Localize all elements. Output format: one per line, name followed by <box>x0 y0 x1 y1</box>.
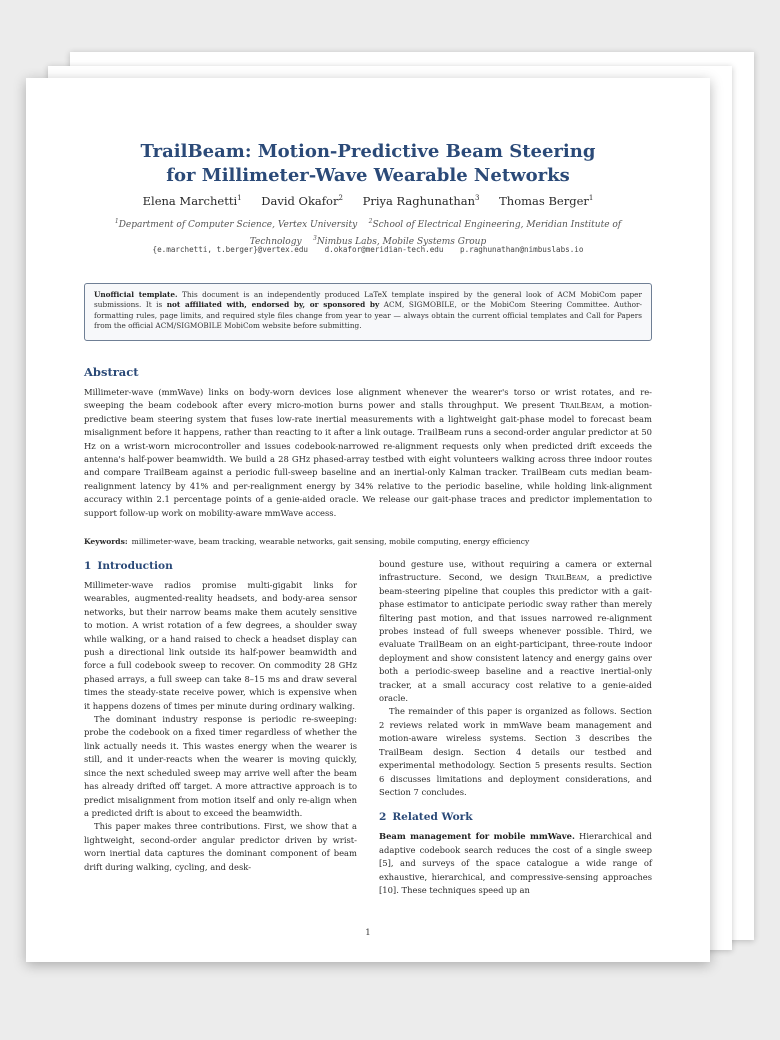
title-line: TrailBeam: Motion-Predictive Beam Steering <box>140 141 596 162</box>
keywords: Keywords: millimeter-wave, beam tracking, wearable networks, gait sensing, mobile computing, energy efficiency <box>84 537 530 546</box>
author: David Okafor$^2$ <box>261 194 343 208</box>
paragraph: Beam management for mobile mmWave. Hierarchical and adaptive codebook search reduces the cost of a single sweep [5], and surveys of the space catalogue a wide range of exhaustive, hierarchical, and compressive-sensing approaches [10]. These techniques speed up an <box>379 831 653 895</box>
system-name: TrailBeam <box>544 572 587 583</box>
author: Elena Marchetti$^1$ <box>142 194 242 208</box>
abstract-text: Millimeter-wave (mmWave) links on body-worn devices lose alignment whenever the wearer's torso or wrist rotates, and re-sweeping the beam codebook after every micro-motion burns power and stalls throughput. We present TrailBeam, a motion-predictive beam steering system that fuses low-rate inertial measurements with a lightweight gait-phase model to forecast beam misalignment before it happens, rather than reacting to it after a link outage. TrailBeam runs a second-order angular predictor at 50 Hz on a wrist-worn microcontroller and issues codebook-narrowed re-alignment requests only when predicted drift exceeds the antenna's half-power beamwidth. We build a 28 GHz phased-array testbed with eight volunteers walking across three indoor routes and compare TrailBeam against a periodic full-sweep baseline and an inertial-only Kalman tracker. TrailBeam cuts median beam-realignment latency by 41% and per-realignment energy by 34% relative to the periodic baseline, while holding link-alignment accuracy within 2.1 percentage points of a genie-aided oracle. We release our gait-phase traces and predictor implementation to support follow-up work on mobility-aware mmWave access. <box>84 387 652 518</box>
affiliation: School of Electrical Engineering, Meridian Institute of Technology <box>249 220 622 247</box>
left-column <box>84 558 357 874</box>
author-emails <box>84 245 652 254</box>
paper-title <box>84 140 652 188</box>
paragraph: Millimeter-wave radios promise multi-gigabit links for wearables, augmented-reality headsets, and body-area sensor networks, but their narrow beams make them acutely sensitive to motion. A wrist rotation of a few degrees, a shoulder sway while walking, or a hand raised to check a headset display can push a directional link outside its half-power beamwidth and force a full codebook sweep to recover. On commodity 28 GHz phased arrays, a full sweep can take 8–15 ms and draw several times the steady-state receive power, which is expensive when it happens dozens of times per minute during ordinary walking. <box>84 580 357 711</box>
author: Thomas Berger$^1$ <box>499 194 594 208</box>
system-name: TrailBeam <box>559 400 602 411</box>
title-line: for Millimeter-Wave Wearable Networks <box>166 165 570 186</box>
paper-page <box>26 78 710 962</box>
author-list <box>84 194 652 208</box>
affiliations: $^1$Department of Computer Science, Vertex University $^2$School of Electrical Engineering, Meridian Institute of Technology $^3$Nimbus Labs, Mobile Systems Group <box>114 218 622 247</box>
paragraph: bound gesture use, without requiring a camera or external infrastructure. Second, we design TrailBeam, a predictive beam-steering pipeline that couples this predictor with a gait-phase estimator to anticipate periodic sway rather than merely filtering past motion, and that issues narrowed re-alignment probes instead of full sweeps whenever possible. Third, we evaluate TrailBeam on an eight-participant, three-route indoor deployment and show consistent latency and energy gains over both a periodic-sweep baseline and a reactive inertial-only tracker, at a small accuracy cost relative to a genie-aided oracle. <box>379 559 652 704</box>
email: p.raghunathan@nimbuslabs.io <box>460 245 584 254</box>
paragraph: This paper makes three contributions. First, we show that a lightweight, second-order angular predictor driven by wrist-worn inertial data captures the dominant component of beam drift during walking, cycling, and desk- <box>84 821 357 872</box>
affiliation: Nimbus Labs, Mobile Systems Group <box>316 237 487 247</box>
affiliation: Department of Computer Science, Vertex University <box>118 220 358 230</box>
template-notice-box: Unofficial template. This document is an independently produced LaTeX template inspired by the general look of ACM MobiCom paper submissions. It is not affiliated with, endorsed by, or sponsored by ACM, SIGMOBILE, or the MobiCom Steering Committee. Author-formatting rules, page limits, and required style files change from year to year — always obtain the current official templates and Call for Papers from the official ACM/SIGMOBILE MobiCom website before submitting. <box>84 283 652 341</box>
paragraph: The dominant industry response is periodic re-sweeping: probe the codebook on a fixed timer regardless of whether the link actually needs it. This wastes energy when the wearer is still, and it under-reacts when the wearer is moving quickly, since the next scheduled sweep may arrive well after the beam has already drifted off target. A more attractive approach is to predict misalignment from motion itself and only re-align when a predicted drift is about to exceed the beamwidth. <box>84 714 357 818</box>
email: {e.marchetti, t.berger}@vertex.edu <box>152 245 308 254</box>
paragraph: The remainder of this paper is organized as follows. Section 2 reviews related work in mmWave beam management and motion-aware wireless systems. Section 3 describes the TrailBeam design. Section 4 details our testbed and experimental methodology. Section 5 presents results. Section 6 discusses limitations and deployment considerations, and Section 7 concludes. <box>379 706 652 797</box>
section-heading-introduction: 1 Introduction <box>84 560 173 572</box>
section-heading-related-work: 2 Related Work <box>379 811 473 824</box>
abstract-heading: Abstract <box>84 365 139 379</box>
page-number: 1 <box>365 928 371 938</box>
right-column <box>379 558 652 897</box>
email: d.okafor@meridian-tech.edu <box>324 245 444 254</box>
author: Priya Raghunathan$^3$ <box>362 194 480 208</box>
